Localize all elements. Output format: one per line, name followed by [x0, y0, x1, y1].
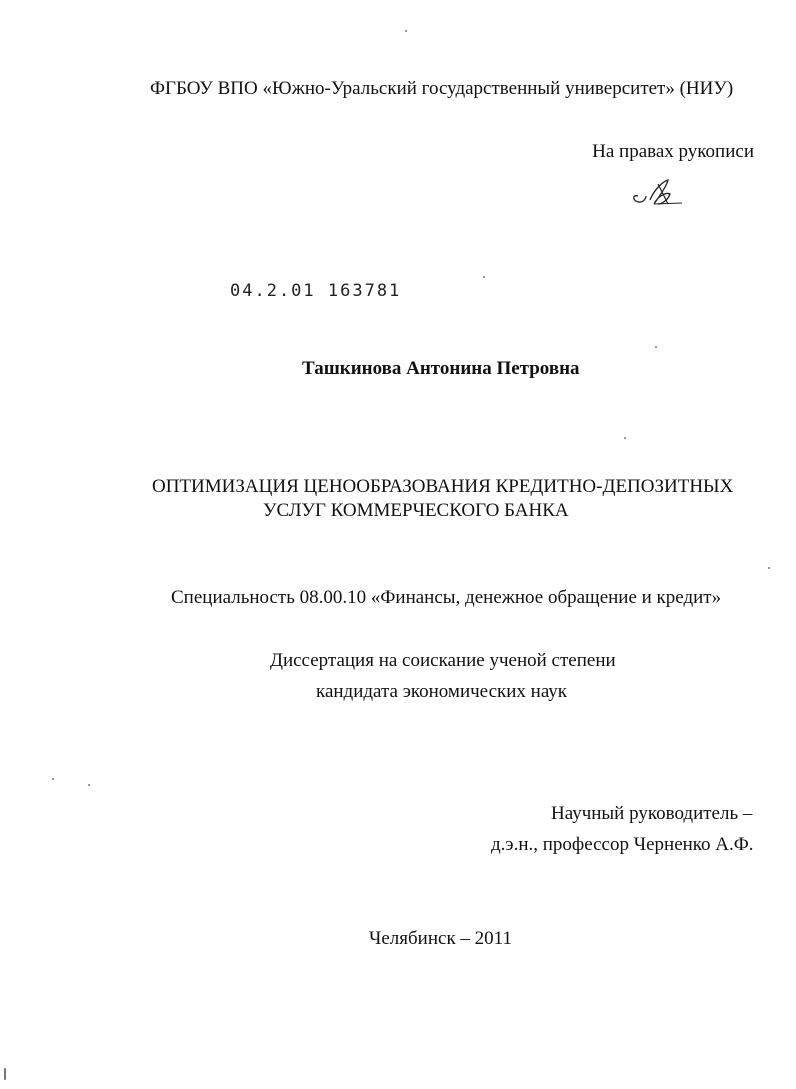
scan-speck — [4, 1068, 6, 1080]
dissertation-title-line-2: УСЛУГ КОММЕРЧЕСКОГО БАНКА — [263, 500, 569, 521]
signature-mark — [628, 174, 684, 210]
author-name: Ташкинова Антонина Петровна — [302, 358, 580, 379]
archive-number: 04.2.01 163781 — [230, 281, 402, 301]
degree-line-1: Диссертация на соискание ученой степени — [270, 650, 616, 671]
scan-speck — [655, 346, 657, 348]
degree-line-2: кандидата экономических наук — [316, 681, 568, 702]
advisor-label: Научный руководитель – — [551, 803, 753, 824]
university-name: ФГБОУ ВПО «Южно-Уральский государственный университет» (НИУ) — [150, 78, 734, 99]
scan-speck — [483, 276, 485, 278]
scan-speck — [624, 437, 626, 439]
scan-speck — [52, 778, 54, 780]
advisor-name: д.э.н., профессор Черненко А.Ф. — [491, 834, 754, 855]
scan-speck — [768, 567, 770, 569]
scan-speck — [88, 784, 90, 786]
scan-speck — [405, 30, 407, 32]
rights-notice: На правах рукописи — [592, 141, 754, 162]
dissertation-title-line-1: ОПТИМИЗАЦИЯ ЦЕНООБРАЗОВАНИЯ КРЕДИТНО-ДЕПОЗИТНЫХ — [152, 476, 734, 497]
speciality: Специальность 08.00.10 «Финансы, денежное обращение и кредит» — [171, 587, 722, 608]
place-and-year: Челябинск – 2011 — [369, 928, 512, 949]
